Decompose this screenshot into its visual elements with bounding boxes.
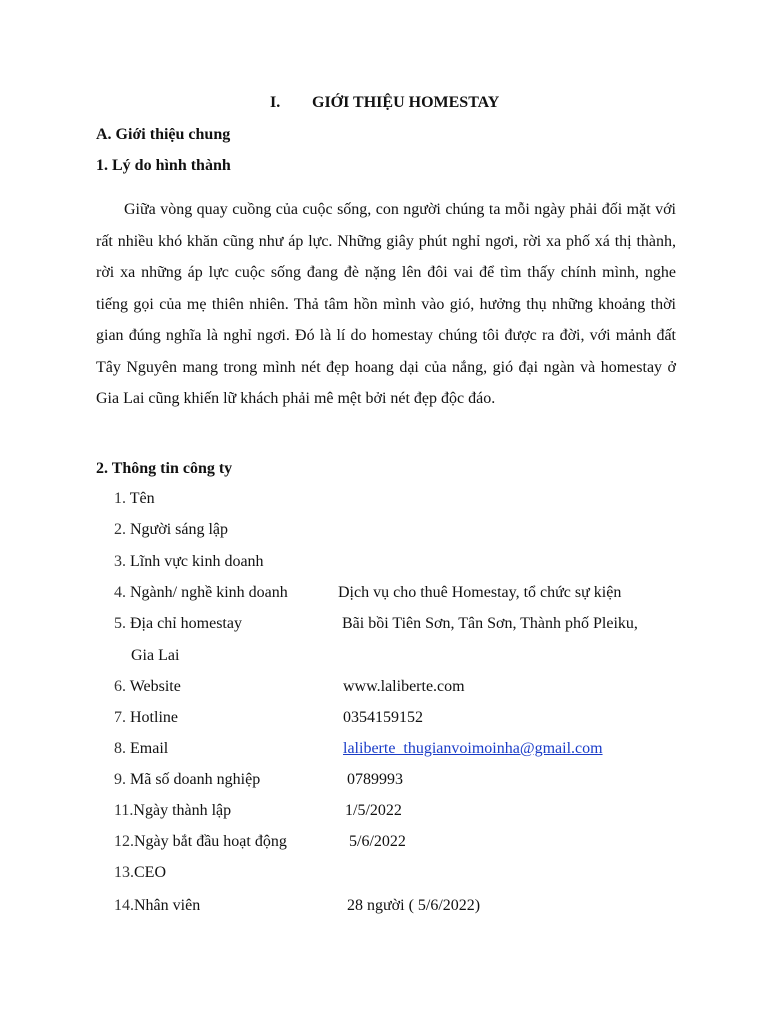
info-value: 28 người ( 5/6/2022) <box>347 897 481 914</box>
info-row-name <box>114 490 714 514</box>
info-value: 1/5/2022 <box>345 802 402 819</box>
info-number: 4. <box>114 584 126 601</box>
info-number: 8. <box>114 740 126 757</box>
hotline-value: 0354159152 <box>343 709 423 726</box>
info-label: Ngày thành lập <box>133 802 232 819</box>
info-row-hotline <box>114 709 714 733</box>
info-value: Bãi bồi Tiên Sơn, Tân Sơn, Thành phố Pleiku, <box>342 615 638 632</box>
info-row-field <box>114 553 714 577</box>
info-label: CEO <box>134 864 166 881</box>
info-label: Ngày bắt đầu hoạt động <box>134 833 287 850</box>
address-continuation: Gia Lai <box>131 647 180 664</box>
info-row-tax-code <box>114 771 714 795</box>
info-value: 5/6/2022 <box>349 833 406 850</box>
info-value: Dịch vụ cho thuê Homestay, tổ chức sự kiện <box>338 584 622 601</box>
info-number: 3. <box>114 553 126 570</box>
info-label: Hotline <box>126 709 178 726</box>
info-row-website <box>114 678 714 702</box>
info-row-founded <box>114 802 714 826</box>
info-label: Lĩnh vực kinh doanh <box>126 553 264 570</box>
title-number: I. <box>270 94 281 111</box>
info-number: 5. <box>114 615 126 632</box>
info-row-start-date <box>114 833 714 857</box>
info-label: Tên <box>126 490 155 507</box>
info-row-email <box>114 740 714 764</box>
heading-reason: 1. Lý do hình thành <box>96 157 231 174</box>
info-row-business <box>114 584 714 608</box>
heading-company-info: 2. Thông tin công ty <box>96 460 233 477</box>
heading-section-a: A. Giới thiệu chung <box>96 126 231 143</box>
email-link[interactable]: laliberte_thugianvoimoinha@gmail.com <box>343 740 603 757</box>
info-value: 0789993 <box>347 771 403 788</box>
info-number: 14. <box>114 897 134 914</box>
info-row-founder <box>114 521 714 545</box>
info-label: Người sáng lập <box>126 521 229 538</box>
title-text: GIỚI THIỆU HOMESTAY <box>312 94 500 111</box>
info-number: 12. <box>114 833 134 850</box>
info-label: Mã số doanh nghiệp <box>126 771 261 788</box>
info-label: Nhân viên <box>134 897 201 914</box>
info-row-address <box>114 615 714 639</box>
info-number: 13. <box>114 864 134 881</box>
info-number: 7. <box>114 709 126 726</box>
info-row-ceo <box>114 864 714 888</box>
info-number: 2. <box>114 521 126 538</box>
info-number: 11. <box>114 802 134 819</box>
info-label: Website <box>126 678 181 695</box>
info-label: Địa chỉ homestay <box>126 615 242 632</box>
info-row-staff <box>114 897 714 921</box>
info-number: 1. <box>114 490 126 507</box>
intro-paragraph: Giữa vòng quay cuồng của cuộc sống, con người chúng ta mỗi ngày phải đối mặt với rất nhiều khó khăn cũng như áp lực. Những giây phút nghỉ ngơi, rời xa phố xá thị thành, rời xa những áp lực cuộc sống đang đè nặng lên đôi vai để tìm thấy chính mình, nghe tiếng gọi của mẹ thiên nhiên. Thả tâm hồn mình vào gió, hưởng thụ những khoảng thời gian đúng nghĩa là nghỉ ngơi. Đó là lí do homestay chúng tôi được ra đời, với mảnh đất Tây Nguyên mang trong mình nét đẹp hoang dại của nắng, gió đại ngàn và homestay ở Gia Lai cũng khiến lữ khách phải mê mệt bởi nét đẹp độc đáo. <box>96 201 676 407</box>
info-number: 6. <box>114 678 126 695</box>
info-number: 9. <box>114 771 126 788</box>
info-label: Email <box>126 740 169 757</box>
website-value: www.laliberte.com <box>343 678 465 695</box>
info-label: Ngành/ nghề kinh doanh <box>126 584 288 601</box>
